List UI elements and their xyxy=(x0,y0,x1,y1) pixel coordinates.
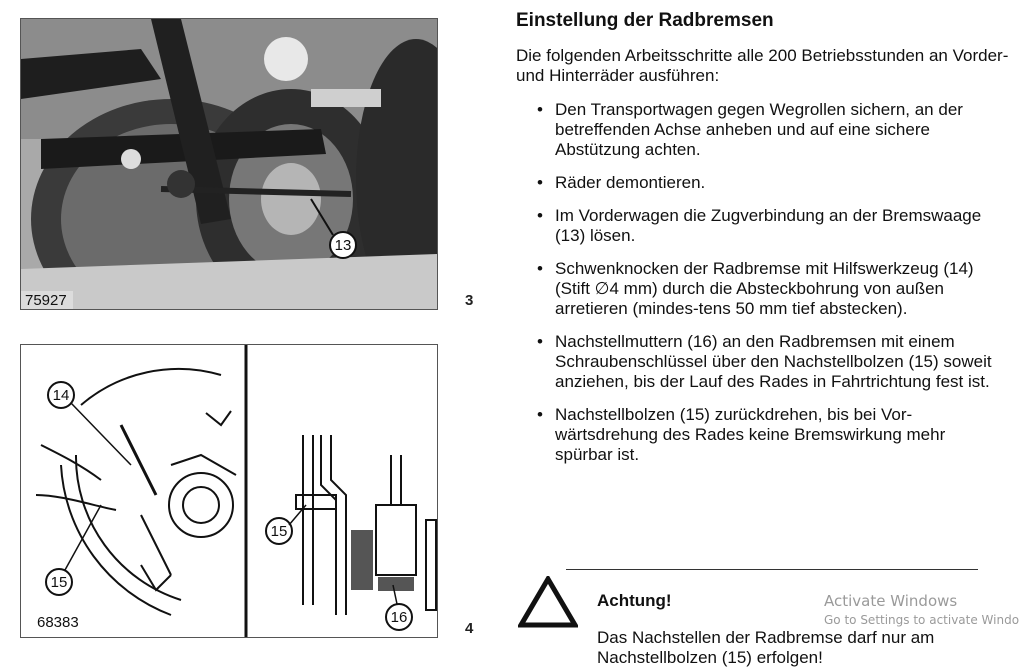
bullet: • xyxy=(537,332,543,351)
step-text: Nachstellbolzen (15) zurückdrehen, bis bei Vor-wärtsdrehung des Rades keine Bremswirkung mehr spürbar ist. xyxy=(555,405,946,464)
drawing-id-label: 68383 xyxy=(37,614,79,631)
callout-15-left: 15 xyxy=(50,574,68,591)
instruction-text xyxy=(516,8,1016,478)
photo-id-label: 75927 xyxy=(21,291,73,309)
step-text: Im Vorderwagen die Zugverbindung an der Bremswaage (13) lösen. xyxy=(555,206,982,245)
step-text: Den Transportwagen gegen Wegrollen sichern, an der betreffenden Achse anheben und auf eine sichere Abstützung achten. xyxy=(555,100,963,159)
activate-windows-watermark xyxy=(824,592,1019,630)
step-text: Nachstellmuttern (16) an den Radbremsen mit einem Schraubenschlüssel über den Nachstellbolzen (15) soweit anziehen, bis der Lauf des Rades in Fahrtrichtung fest ist. xyxy=(555,332,992,391)
list-item xyxy=(516,206,995,246)
watermark-title: Activate Windows xyxy=(824,592,958,610)
callout-15-right: 15 xyxy=(270,523,288,540)
callout-14: 14 xyxy=(52,387,70,404)
step-text: Schwenknocken der Radbremse mit Hilfswerkzeug (14) (Stift ∅4 mm) durch die Absteckbohrung von außen arretieren (mindes-tens 50 mm tief abstecken). xyxy=(555,259,974,318)
warning-triangle-icon xyxy=(518,576,578,633)
list-item xyxy=(516,259,995,319)
list-item xyxy=(516,100,995,160)
section-title: Einstellung der Radbremsen xyxy=(516,10,774,31)
bullet: • xyxy=(537,259,543,278)
bullet: • xyxy=(537,405,543,424)
warning-divider xyxy=(566,569,978,570)
figure-number-3: 3 xyxy=(465,292,474,309)
watermark-subtitle: Go to Settings to activate Windo xyxy=(824,613,1020,627)
brake-photo xyxy=(20,18,438,310)
list-item xyxy=(516,332,995,392)
step-list xyxy=(516,100,1016,465)
brake-drawing-illustration xyxy=(21,345,437,637)
intro-paragraph: Die folgenden Arbeitsschritte alle 200 Betriebsstunden an Vorder- und Hinterräder ausführen: xyxy=(516,46,1009,85)
list-item xyxy=(516,405,995,465)
warning-title: Achtung! xyxy=(597,591,672,610)
bullet: • xyxy=(537,173,543,192)
callout-13: 13 xyxy=(334,237,352,254)
figure-number-4: 4 xyxy=(465,620,474,637)
brake-photo-illustration xyxy=(21,19,437,309)
bullet: • xyxy=(537,206,543,225)
brake-drawing xyxy=(20,344,438,638)
callout-16: 16 xyxy=(390,609,408,626)
bullet: • xyxy=(537,100,543,119)
warning-text: Das Nachstellen der Radbremse darf nur am Nachstellbolzen (15) erfolgen! xyxy=(597,628,935,667)
list-item xyxy=(516,173,995,193)
step-text: Räder demontieren. xyxy=(555,173,706,192)
